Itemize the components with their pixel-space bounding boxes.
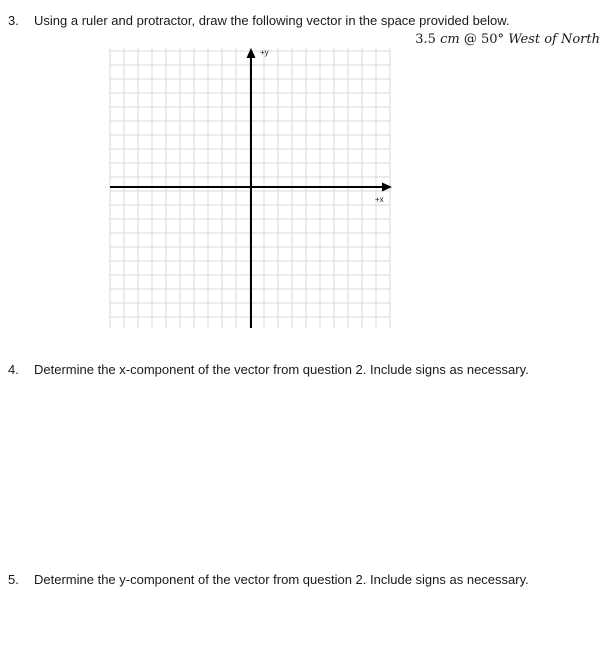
vector-specification <box>415 32 600 48</box>
question-5-number: 5. <box>8 572 19 587</box>
question-4 <box>8 362 529 378</box>
question-3-number: 3. <box>8 13 19 28</box>
y-axis-arrowhead <box>247 48 256 58</box>
grid-canvas[interactable] <box>100 40 400 335</box>
vector-unit: cm <box>440 32 460 47</box>
question-4-number: 4. <box>8 362 19 377</box>
vector-angle: 50° <box>481 32 505 47</box>
vector-direction: West of North <box>508 32 600 47</box>
question-4-text: Determine the x-component of the vector from question 2. Include signs as necessary. <box>34 362 529 377</box>
question-3-text: Using a ruler and protractor, draw the following vector in the space provided below. <box>34 13 510 28</box>
y-axis-label: +y <box>260 48 269 57</box>
drawing-grid[interactable] <box>100 40 400 335</box>
question-5-text: Determine the y-component of the vector from question 2. Include signs as necessary. <box>34 572 529 587</box>
question-3 <box>8 13 509 29</box>
x-axis-label: +x <box>375 195 384 204</box>
question-5 <box>8 572 529 588</box>
vector-magnitude: 3.5 <box>415 32 436 47</box>
vector-at-symbol: @ <box>463 32 477 47</box>
